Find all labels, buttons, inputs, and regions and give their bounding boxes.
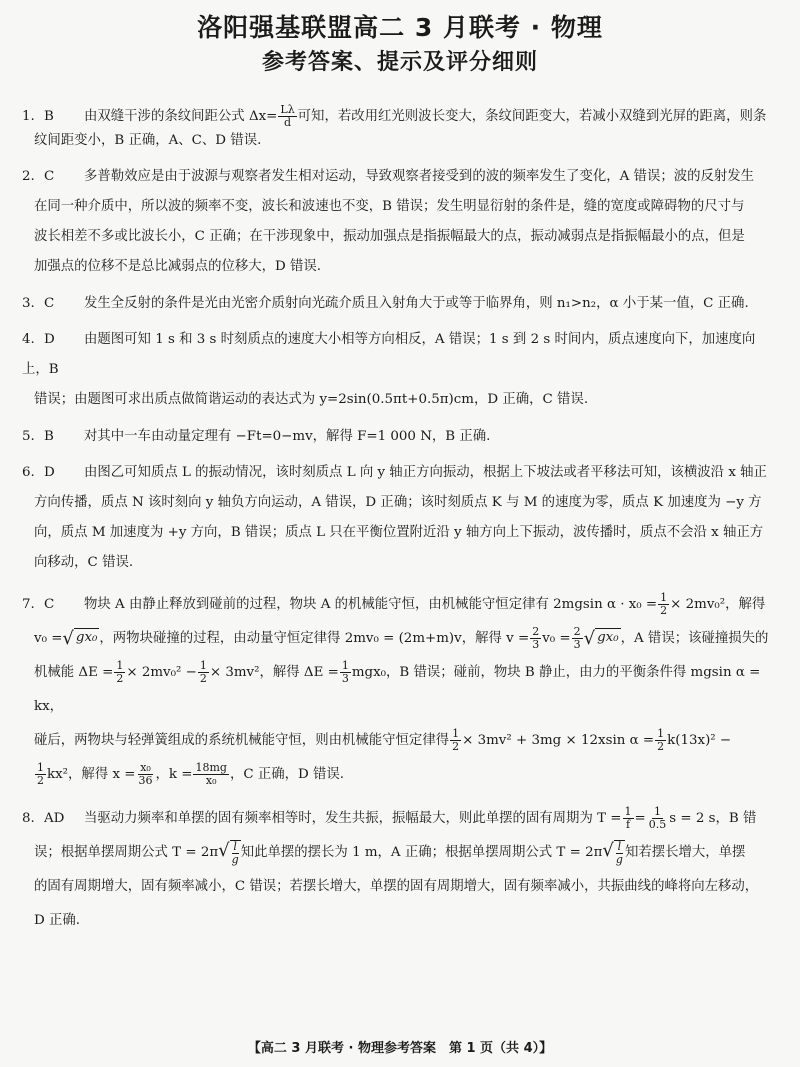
fraction: $\frac{L\lambda}{d}$ — [280, 103, 295, 129]
explanation-text: 加强点的位移不是总比减弱点的位移大，D 错误. — [34, 259, 322, 274]
fraction: $\frac{1}{3}$ — [341, 659, 349, 685]
question-8 — [22, 802, 778, 938]
question-number: 7. — [22, 597, 35, 612]
explanation-text: × 3mv²，解得 ΔE = — [209, 665, 339, 680]
fraction: $\frac{1}{2}$ — [116, 659, 124, 685]
page-footer: 【高二 3 月联考 · 物理参考答案 第 1 页（共 4）】 — [247, 1041, 553, 1056]
question-answer: D — [44, 332, 55, 347]
explanation-text: 纹间距变小，B 正确，A、C、D 错误. — [34, 133, 262, 148]
sqrt-expression: √ gx₀ — [62, 627, 98, 649]
explanation-text: 方向传播，质点 N 该时刻向 y 轴负方向运动，A 错误，D 正确；该时刻质点 K 与 M 的速度为零，质点 K 加速度为 −y 方 — [34, 495, 762, 510]
question-answer: AD — [44, 811, 65, 826]
page-title: 洛阳强基联盟高二 3 月联考 · 物理 — [197, 13, 603, 42]
question-answer: D — [44, 465, 55, 480]
fraction: $\frac{1}{0.5}$ — [648, 805, 667, 831]
fraction: $\frac{1}{2}$ — [199, 659, 207, 685]
explanation-text: kx²，解得 x = — [47, 767, 136, 782]
explanation-text: 当驱动力频率和单摆的固有频率相等时，发生共振，振幅最大，则此单摆的固有周期为 T = — [84, 811, 622, 826]
explanation-text: 在同一种介质中，所以波的频率不变，波长和波速也不变，B 错误；发生明显衍射的条件是，缝的宽度或障碍物的尺寸与 — [34, 199, 745, 214]
explanation-text: D 正确. — [34, 913, 81, 928]
answer-list — [22, 104, 778, 948]
explanation-text: 误；根据单摆周期公式 T = 2π — [34, 845, 219, 860]
explanation-text: 可知，若改用红光则波长变大，条纹间距变大，若减小双缝到光屏的距离，则条 — [297, 109, 767, 124]
explanation-text: × 2mv₀² − — [126, 665, 197, 680]
page-subtitle: 参考答案、提示及评分细则 — [261, 50, 538, 75]
fraction: $\frac{2}{3}$ — [573, 625, 581, 651]
question-7 — [22, 588, 778, 792]
question-5 — [22, 425, 778, 448]
question-answer: B — [44, 109, 54, 124]
explanation-text: = — [634, 811, 646, 826]
explanation-text: 由题图可知 1 s 和 3 s 时刻质点的速度大小相等方向相反，A 错误；1 s 到 2 s 时间内，质点速度向下，加速度向上，B — [22, 332, 756, 377]
fraction: $\frac{1}{f}$ — [624, 805, 632, 831]
question-number: 4. — [22, 332, 35, 347]
explanation-text: ，A 错误；该碰撞损失的 — [620, 631, 769, 646]
explanation-text: 波长相差不多或比波长小，C 正确；在干涉现象中，振动加强点是指振幅最大的点，振动减弱点是指振幅最小的点，但是 — [34, 229, 745, 244]
question-answer: C — [44, 296, 55, 311]
fraction: $\frac{1}{2}$ — [37, 761, 44, 787]
question-answer: C — [44, 169, 55, 184]
explanation-text: v₀ = — [34, 631, 63, 646]
question-number: 5. — [22, 429, 35, 444]
explanation-text: 由双缝干涉的条纹间距公式 Δx= — [84, 109, 278, 124]
question-number: 2. — [22, 169, 35, 184]
fraction: $\frac{1}{2}$ — [657, 727, 665, 753]
explanation-text: k(13x)² − — [667, 733, 732, 748]
fraction: $\frac{18mg}{\text{x₀}}$ — [195, 761, 227, 787]
explanation-text: ，两物块碰撞的过程，由动量守恒定律得 2mv₀ = (2m+m)v，解得 v = — [99, 631, 530, 646]
question-number: 6. — [22, 465, 35, 480]
explanation-text: 向移动，C 错误. — [34, 555, 134, 570]
question-number: 1. — [22, 109, 35, 124]
explanation-text: × 3mv² + 3mg × 12xsin α = — [462, 733, 655, 748]
question-number: 8. — [22, 811, 35, 826]
question-answer: C — [44, 597, 55, 612]
explanation-text: 机械能 ΔE = — [34, 665, 114, 680]
fraction: $\frac{1}{2}$ — [660, 591, 668, 617]
explanation-text: × 2mv₀²，解得 — [670, 597, 766, 612]
question-answer: B — [44, 429, 54, 444]
question-3 — [22, 292, 778, 315]
fraction: $\frac{\text{x₀}}{36}$ — [138, 761, 153, 787]
explanation-text: 的固有周期增大，固有频率减小，C 错误；若摆长增大，单摆的固有周期增大，固有频率减小，共振曲线的峰将向左移动， — [34, 879, 759, 894]
question-4 — [22, 325, 778, 415]
explanation-text: 对其中一车由动量定理有 −Ft=0−mv，解得 F=1 000 N，B 正确. — [84, 429, 491, 444]
fraction: $\frac{1}{2}$ — [452, 727, 460, 753]
explanation-text: ，k = — [155, 767, 193, 782]
explanation-text: 多普勒效应是由于波源与观察者发生相对运动，导致观察者接受到的波的频率发生了变化，A 错误；波的反射发生 — [84, 169, 755, 184]
explanation-text: 错误；由题图可求出质点做简谐运动的表达式为 y=2sin(0.5πt+0.5π)cm，D 正确，C 错误. — [34, 392, 589, 407]
sqrt-expression: √ $\frac{l}{g}$ — [602, 839, 623, 866]
sqrt-expression: √ gx₀ — [583, 627, 619, 649]
explanation-text: s = 2 s，B 错 — [669, 811, 757, 826]
sqrt-expression: √ $\frac{l}{g}$ — [218, 839, 239, 866]
explanation-text: 向，质点 M 加速度为 +y 方向，B 错误；质点 L 只在平衡位置附近沿 y 轴方向上下振动，波传播时，质点不会沿 x 轴正方 — [34, 525, 764, 540]
explanation-text: 知此单摆的摆长为 1 m，A 正确；根据单摆周期公式 T = 2π — [240, 845, 603, 860]
explanation-text: v₀ = — [542, 631, 571, 646]
explanation-text: mgx₀，B 错误；碰前，物块 B 静止，由力的平衡条件得 mgsin α = kx， — [34, 665, 761, 714]
question-number: 3. — [22, 296, 35, 311]
explanation-text: 物块 A 由静止释放到碰前的过程，物块 A 的机械能守恒，由机械能守恒定律有 2mgsin α · x₀ = — [84, 597, 658, 612]
explanation-text: ，C 正确，D 错误. — [229, 767, 345, 782]
fraction: $\frac{2}{3}$ — [532, 625, 540, 651]
explanation-text: 知若摆长增大，单摆 — [624, 845, 746, 860]
question-6 — [22, 458, 778, 578]
question-1 — [22, 104, 778, 152]
question-2 — [22, 162, 778, 282]
explanation-text: 发生全反射的条件是光由光密介质射向光疏介质且入射角大于或等于临界角，则 n₁>n₂，α 小于某一值，C 正确. — [84, 296, 749, 311]
explanation-text: 由图乙可知质点 L 的振动情况，该时刻质点 L 向 y 轴正方向振动，根据上下坡法或者平移法可知，该横波沿 x 轴正 — [84, 465, 767, 480]
explanation-text: 碰后，两物块与轻弹簧组成的系统机械能守恒，则由机械能守恒定律得 — [34, 733, 450, 748]
